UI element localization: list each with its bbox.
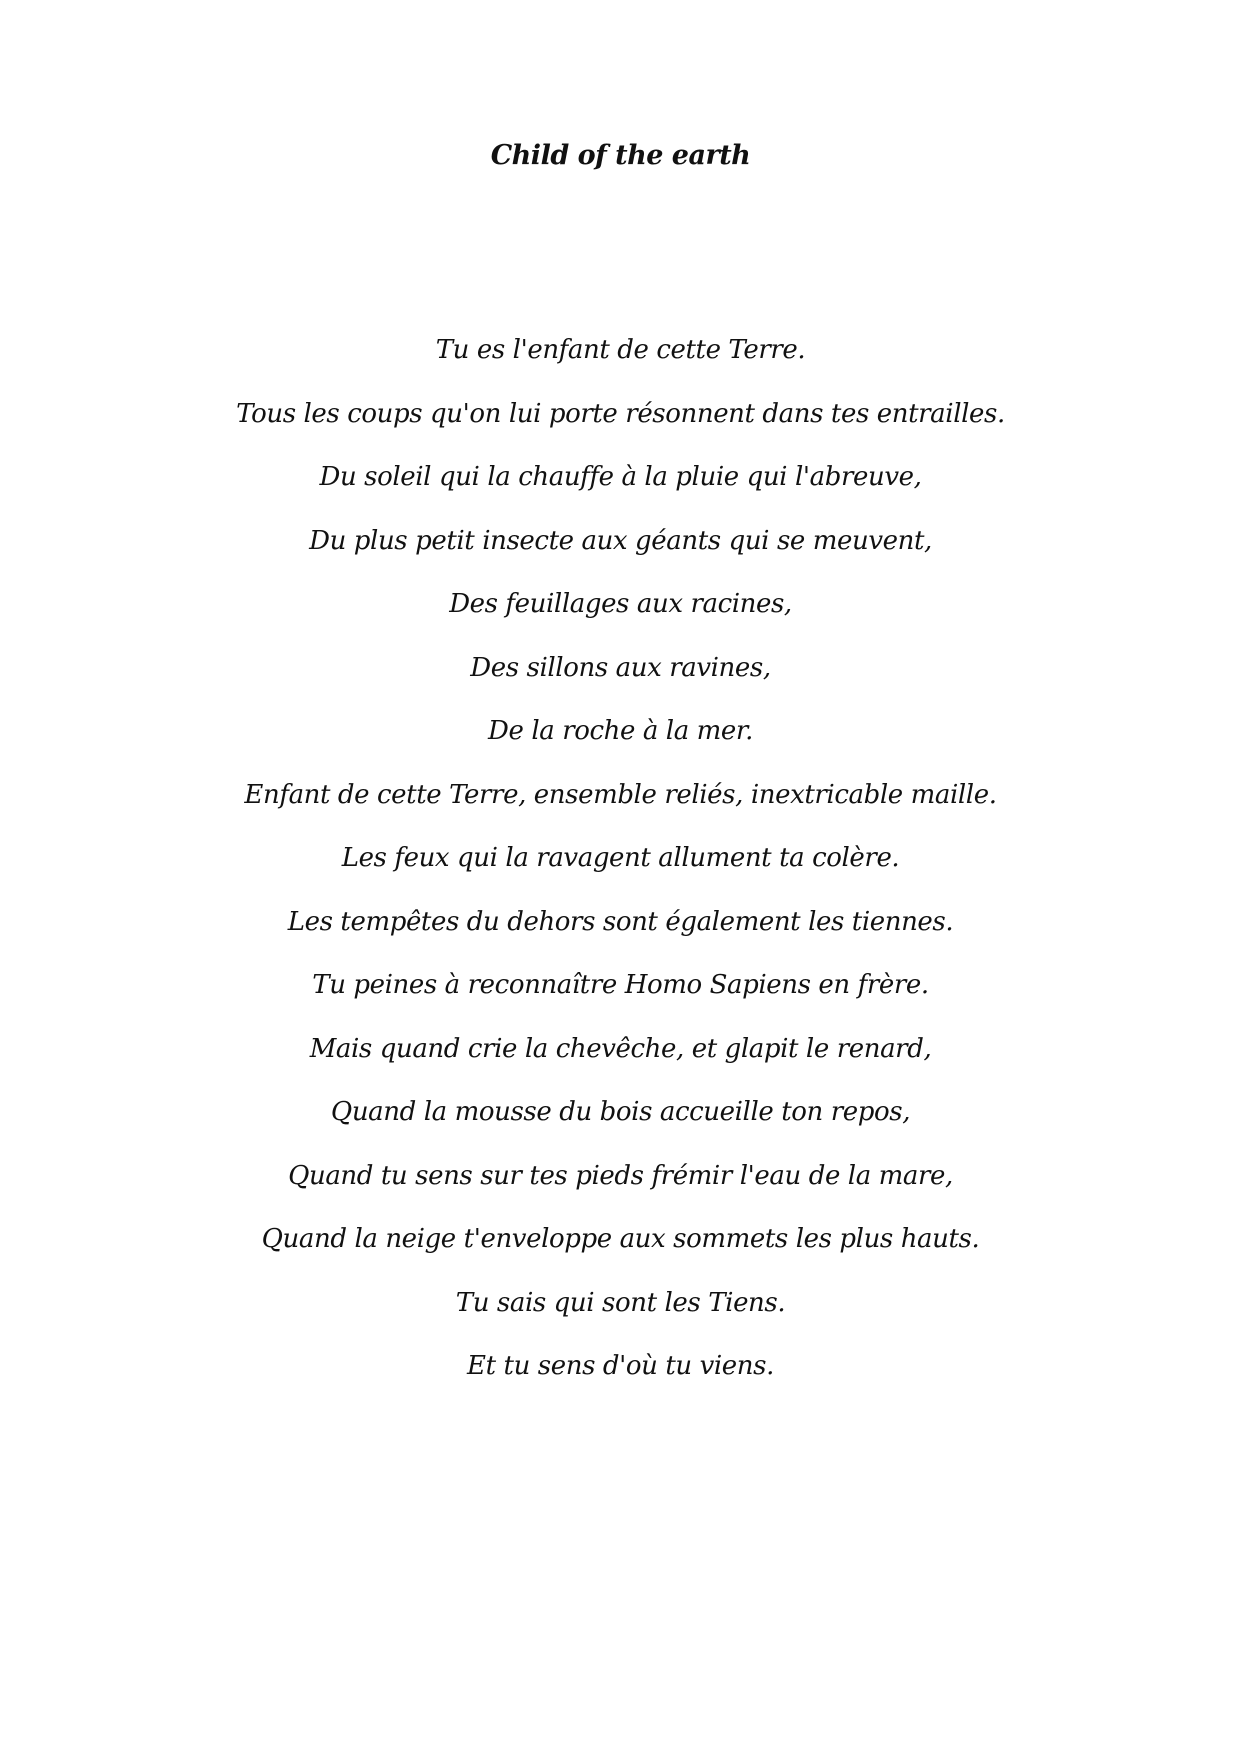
poem-line: Quand la neige t'enveloppe aux sommets les plus hauts. bbox=[261, 1224, 980, 1254]
poem-line: Tu sais qui sont les Tiens. bbox=[455, 1287, 786, 1318]
poem-line: Tu peines à reconnaître Homo Sapiens en frère. bbox=[312, 970, 929, 1000]
poem-line: Du plus petit insecte aux géants qui se meuvent, bbox=[309, 525, 932, 556]
poem-title: Child of the earth bbox=[490, 140, 751, 171]
poem-line: Tu es l'enfant de cette Terre. bbox=[435, 335, 806, 365]
poem-line: Du soleil qui la chauffe à la pluie qui l'abreuve, bbox=[319, 462, 922, 492]
poem-line: Les tempêtes du dehors sont également les tiennes. bbox=[287, 906, 954, 937]
poem-line: Et tu sens d'où tu viens. bbox=[467, 1351, 774, 1381]
poem-body bbox=[0, 330, 1241, 1410]
poem-line: Enfant de cette Terre, ensemble reliés, inextricable maille. bbox=[244, 779, 997, 810]
poem-line: De la roche à la mer. bbox=[488, 716, 753, 746]
poem-line: Quand la mousse du bois accueille ton repos, bbox=[330, 1097, 911, 1127]
poem-line: Mais quand crie la chevêche, et glapit le renard, bbox=[309, 1033, 932, 1064]
poem-line: Tous les coups qu'on lui porte résonnent dans tes entrailles. bbox=[236, 398, 1005, 429]
poem-line: Les feux qui la ravagent allument ta colère. bbox=[341, 843, 900, 873]
poem-line: Des sillons aux ravines, bbox=[470, 652, 771, 683]
poem-line: Des feuillages aux racines, bbox=[449, 589, 792, 619]
poem-line: Quand tu sens sur tes pieds frémir l'eau de la mare, bbox=[288, 1160, 953, 1191]
